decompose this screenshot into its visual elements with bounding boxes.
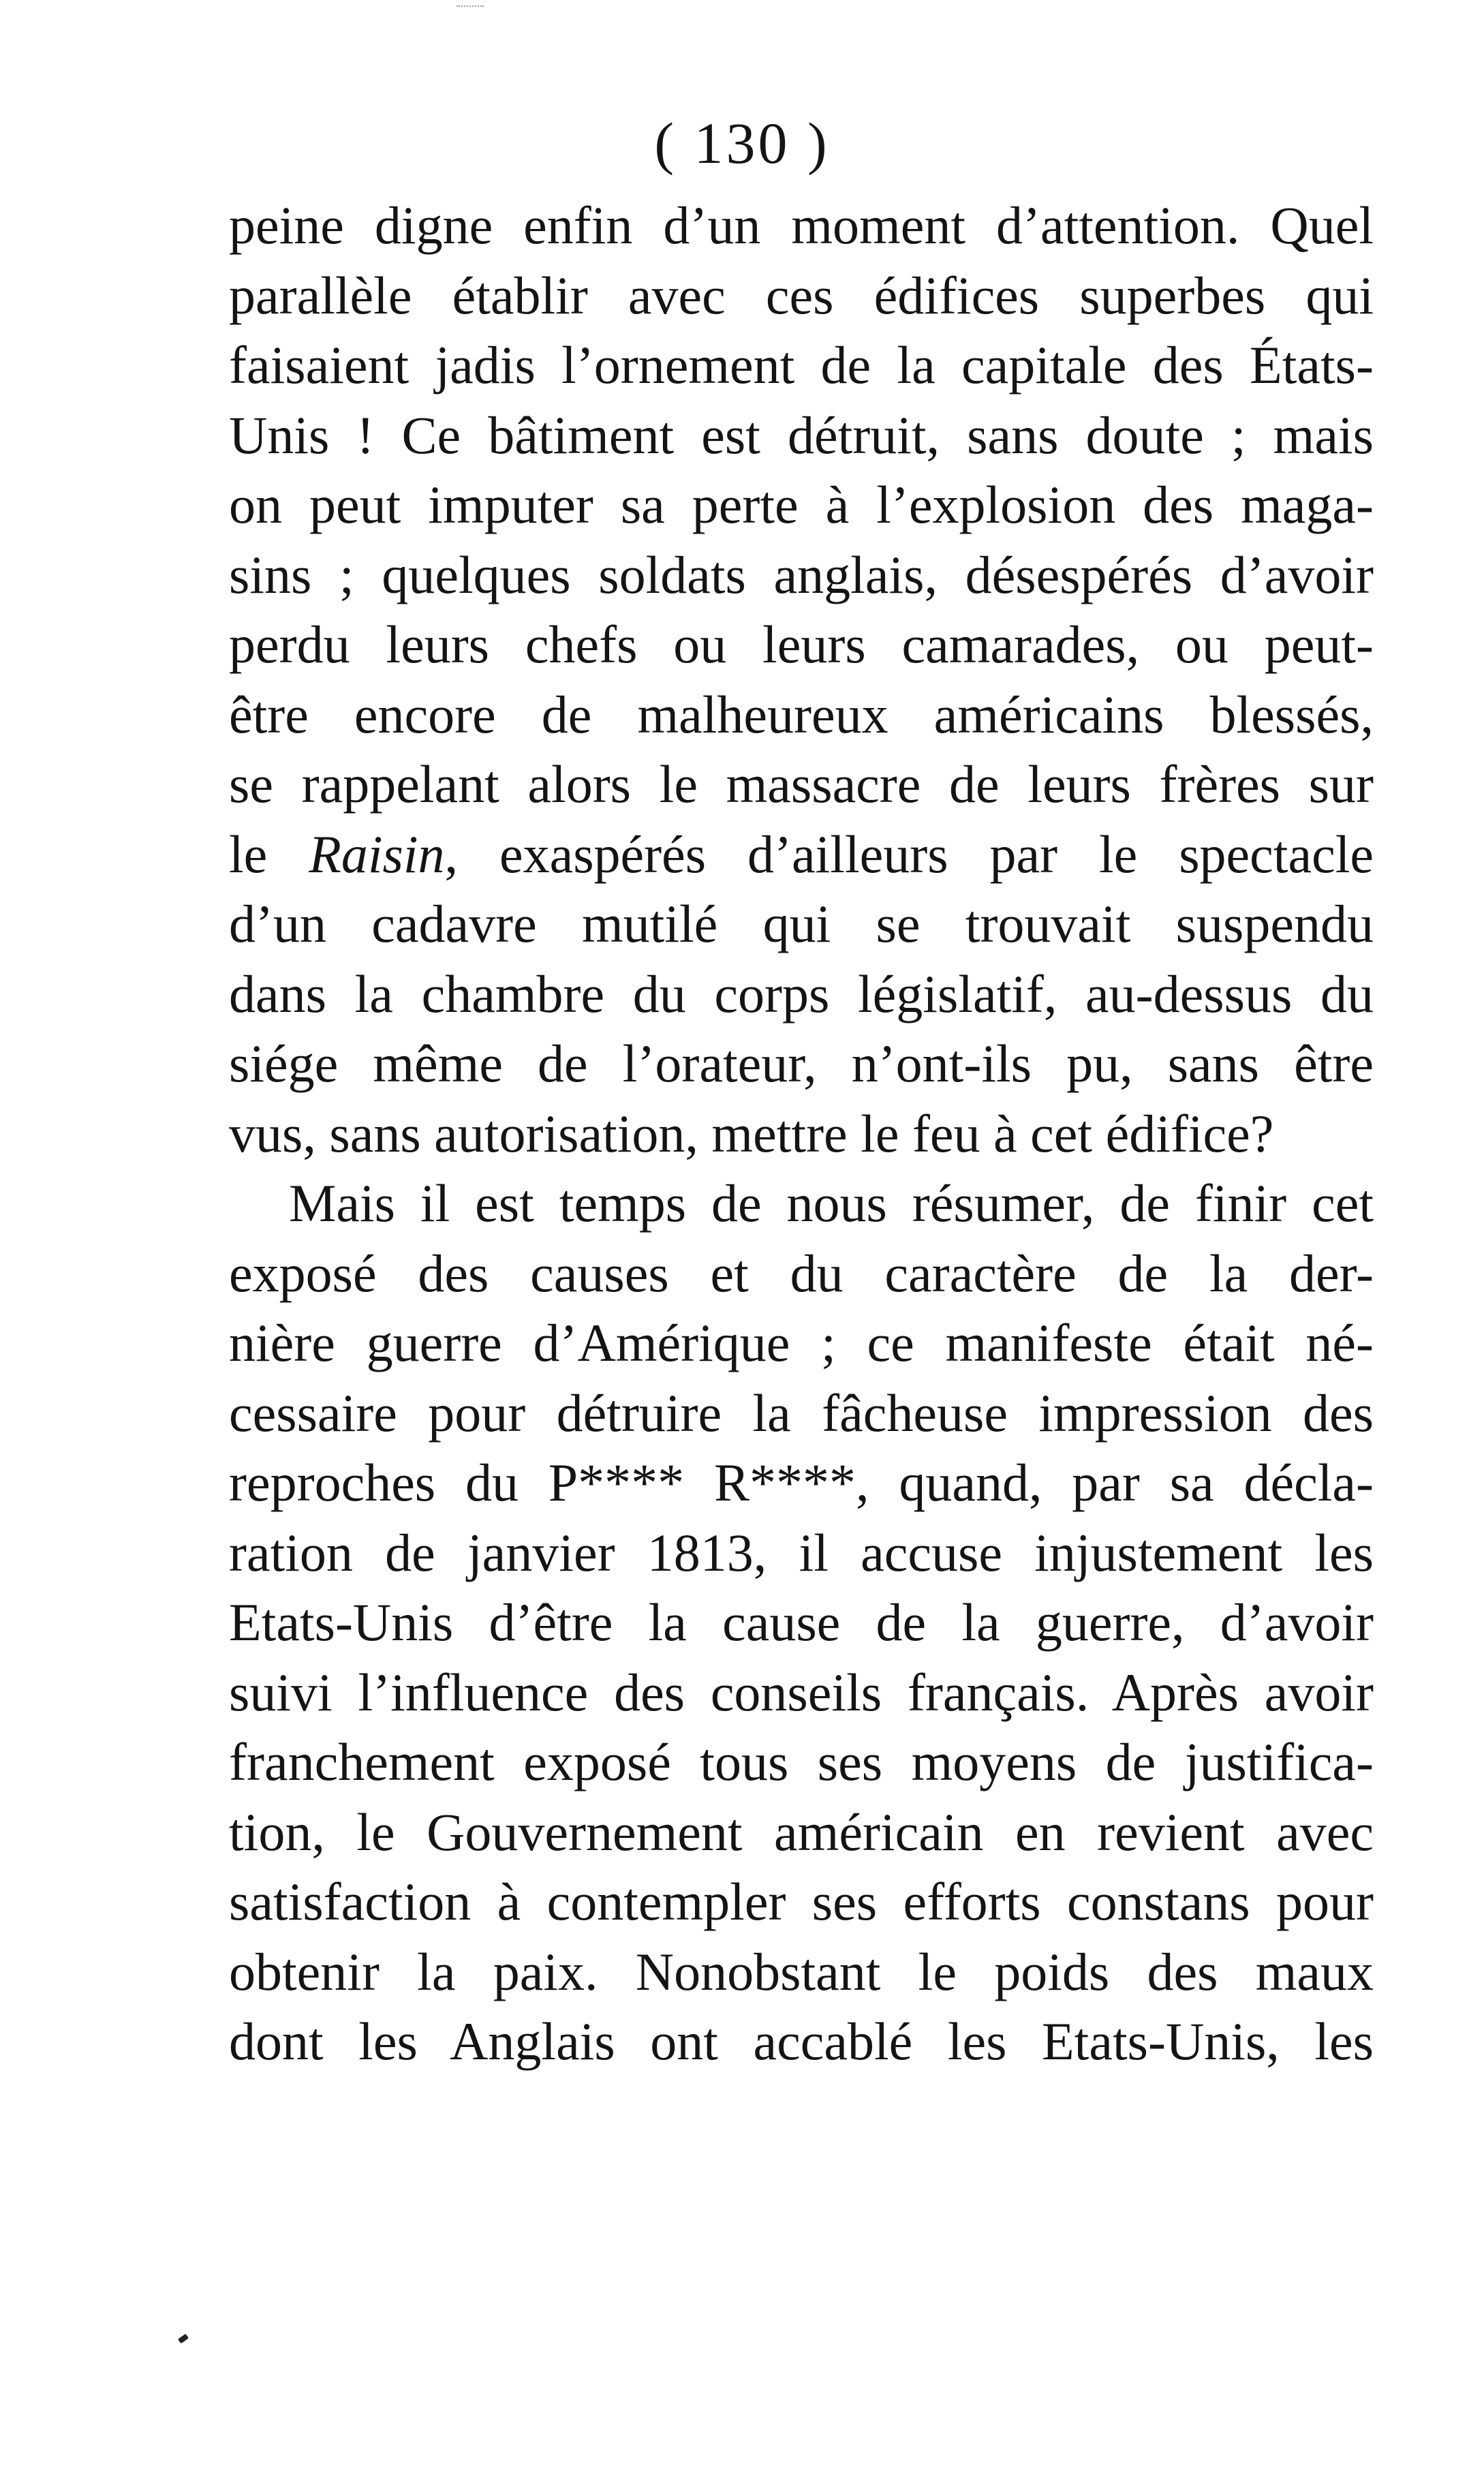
text-line: reproches du P**** R****, quand, par sa décla- bbox=[229, 1453, 1374, 1512]
ink-speck bbox=[178, 2334, 189, 2344]
italic-name: Raisin bbox=[309, 824, 445, 884]
text-line: sins ; quelques soldats anglais, désespérés d’avoir bbox=[229, 544, 1374, 604]
text-line: tion, le Gouvernement américain en revient avec bbox=[229, 1802, 1374, 1862]
paragraph-1 bbox=[229, 191, 1374, 1169]
text-line: nière guerre d’Amérique ; ce manifeste était né- bbox=[229, 1313, 1374, 1372]
text-line: ration de janvier 1813, il accuse injustement les bbox=[229, 1522, 1374, 1582]
text-line: peine digne enfin d’un moment d’attention. Quel bbox=[229, 196, 1374, 255]
text-line: franchement exposé tous ses moyens de justifica- bbox=[229, 1732, 1374, 1791]
text-line: dont les Anglais ont accablé les Etats-Unis, les bbox=[229, 2012, 1374, 2071]
text-line: Etats-Unis d’être la cause de la guerre, d’avoir bbox=[229, 1593, 1374, 1652]
text-line: perdu leurs chefs ou leurs camarades, ou peut- bbox=[229, 615, 1374, 674]
text-line: Mais il est temps de nous résumer, de finir cet bbox=[289, 1173, 1374, 1233]
text-line: obtenir la paix. Nonobstant le poids des maux bbox=[229, 1941, 1374, 2001]
page-number: ( 130 ) bbox=[654, 110, 830, 176]
text-line: satisfaction à contempler ses efforts constans pour bbox=[229, 1872, 1374, 1931]
text-line: siége même de l’orateur, n’ont-ils pu, sans être bbox=[229, 1034, 1374, 1093]
text-line: le Raisin, exaspérés d’ailleurs par le spectacle bbox=[229, 824, 1374, 884]
paragraph-2 bbox=[229, 1169, 1374, 2077]
text-line: vus, sans autorisation, mettre le feu à cet édifice? bbox=[229, 1103, 1274, 1163]
text-line: on peut imputer sa perte à l’explosion des maga- bbox=[229, 475, 1374, 534]
text-line: d’un cadavre mutilé qui se trouvait suspendu bbox=[229, 894, 1374, 953]
scan-artifact bbox=[457, 5, 484, 9]
text-line: faisaient jadis l’ornement de la capitale des États- bbox=[229, 335, 1374, 395]
text-line: suivi l’influence des conseils français. Après avoir bbox=[229, 1662, 1374, 1722]
text-line: être encore de malheureux américains blessés, bbox=[229, 684, 1374, 744]
body-text bbox=[229, 191, 1374, 2077]
text-line: dans la chambre du corps législatif, au-dessus du bbox=[229, 964, 1374, 1024]
text-line: Unis ! Ce bâtiment est détruit, sans doute ; mais bbox=[229, 405, 1374, 465]
text-line: cessaire pour détruire la fâcheuse impression des bbox=[229, 1383, 1374, 1443]
text-line: exposé des causes et du caractère de la der- bbox=[229, 1243, 1374, 1303]
text-line: parallèle établir avec ces édifices superbes qui bbox=[229, 265, 1374, 325]
text-line: se rappelant alors le massacre de leurs frères sur bbox=[229, 754, 1374, 814]
